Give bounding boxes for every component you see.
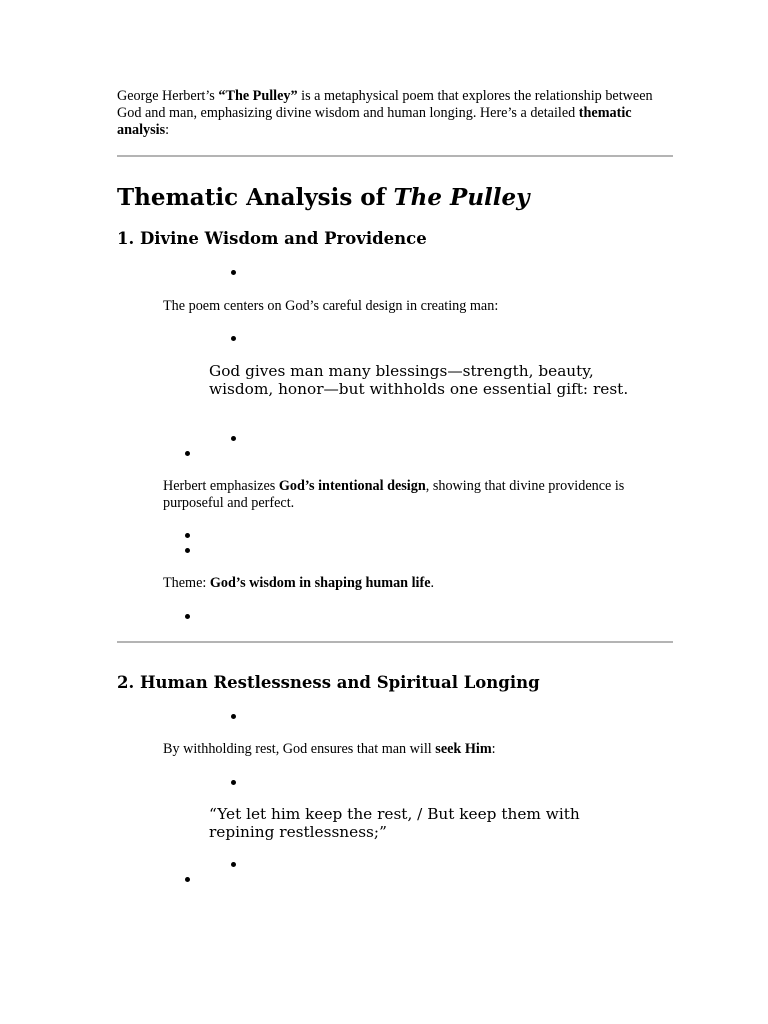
section-2-intro-prefix: By withholding rest, God ensures that man will [163, 741, 436, 757]
emphasis-bold: God’s intentional design [278, 478, 426, 494]
intro-suffix: : [165, 122, 170, 138]
bullet-marker [231, 780, 236, 785]
theme-label: Theme: [163, 575, 210, 591]
intro-middle: is a metaphysical poem that explores the relationship between God and man, emphasizing divine wisdom and human longing. Here’s a detailed [117, 88, 653, 121]
bullet-marker [185, 614, 190, 619]
bullet-marker [231, 336, 236, 341]
page-title [117, 181, 530, 215]
bullet-marker [231, 714, 236, 719]
bullet-marker [185, 451, 190, 456]
section-1-quote: God gives man many blessings—strength, beauty, wisdom, honor—but withholds one essential gift: rest. [209, 362, 629, 398]
bullet-marker [231, 862, 236, 867]
section-2-intro-bold: seek Him [435, 741, 492, 757]
section-2-heading: 2. Human Restlessness and Spiritual Longing [117, 673, 540, 692]
bullet-marker [185, 877, 190, 882]
bullet-marker [231, 270, 236, 275]
intro-prefix: George Herbert’s [117, 88, 219, 104]
bullet-marker [185, 548, 190, 553]
page-title-italic: The Pulley [393, 184, 530, 211]
horizontal-rule [117, 155, 673, 157]
emphasis-prefix: Herbert emphasizes [163, 478, 279, 494]
intro-emphasis: thematic analysis [117, 105, 632, 138]
section-2-intro [163, 741, 643, 758]
intro-paragraph [117, 88, 677, 139]
section-1-intro-text: The poem centers on God’s careful design in creating man: [163, 298, 499, 314]
horizontal-rule [117, 641, 673, 643]
section-1-emphasis-paragraph [163, 478, 643, 512]
emphasis-suffix: , showing that divine providence is purposeful and perfect. [163, 478, 625, 511]
section-1-theme [163, 575, 643, 592]
poem-title: “The Pulley” [218, 88, 298, 104]
theme-suffix: . [430, 575, 435, 591]
section-1-heading: 1. Divine Wisdom and Providence [117, 229, 427, 248]
section-2-quote: “Yet let him keep the rest, / But keep them with repining restlessness;” [209, 805, 580, 841]
page-title-prefix: Thematic Analysis of [117, 184, 394, 211]
section-2-intro-suffix: : [491, 741, 496, 757]
bullet-marker [185, 533, 190, 538]
bullet-marker [231, 436, 236, 441]
theme-bold: God’s wisdom in shaping human life [209, 575, 431, 591]
